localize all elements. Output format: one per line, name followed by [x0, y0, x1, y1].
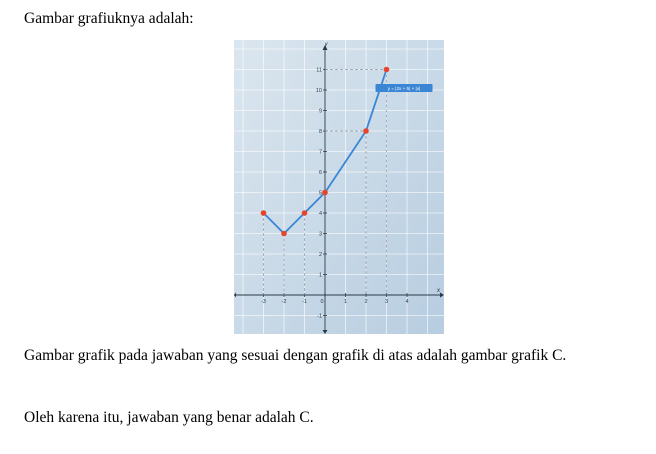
x-tick-label: 1 [343, 299, 348, 305]
y-tick-label: 1 [318, 272, 322, 279]
x-tick-label: 4 [405, 299, 409, 305]
y-tick-label: 2 [318, 252, 322, 258]
intro-text: Gambar grafiuknya adalah: [24, 10, 194, 27]
data-point [384, 67, 390, 73]
x-tick-label: 3 [384, 299, 389, 305]
y-axis-label: y [324, 42, 328, 48]
data-point [302, 210, 308, 216]
y-tick-label: 10 [315, 88, 322, 94]
data-point [322, 190, 328, 196]
conclusion-text: Gambar grafik pada jawaban yang sesuai dengan grafik di atas adalah gambar grafik C. [24, 347, 567, 364]
data-point [261, 210, 267, 216]
x-tick-label: -2 [281, 299, 287, 305]
x-tick-label: -1 [302, 299, 307, 305]
x-tick-label: 0 [320, 299, 324, 305]
y-tick-label: 3 [318, 231, 322, 238]
x-tick-label: 2 [364, 299, 368, 305]
y-tick-label: 6 [318, 170, 322, 176]
y-tick-label: -1 [317, 313, 322, 320]
y-tick-label: 5 [318, 190, 322, 197]
y-tick-label: 9 [318, 108, 322, 115]
data-point [363, 128, 369, 134]
data-point [281, 231, 287, 237]
x-tick-label: -3 [261, 299, 266, 305]
y-tick-label: 8 [318, 129, 322, 135]
y-tick-label: 11 [316, 67, 322, 74]
answer-text: Oleh karena itu, jawaban yang benar adalah C. [24, 409, 314, 426]
y-tick-label: 4 [318, 211, 322, 217]
equation-label: y = |2x + 5| + |x| [387, 85, 421, 91]
graph-canvas [234, 40, 444, 334]
x-axis-label: x [437, 288, 440, 294]
y-tick-label: 7 [318, 149, 322, 156]
function-graph [234, 40, 444, 334]
